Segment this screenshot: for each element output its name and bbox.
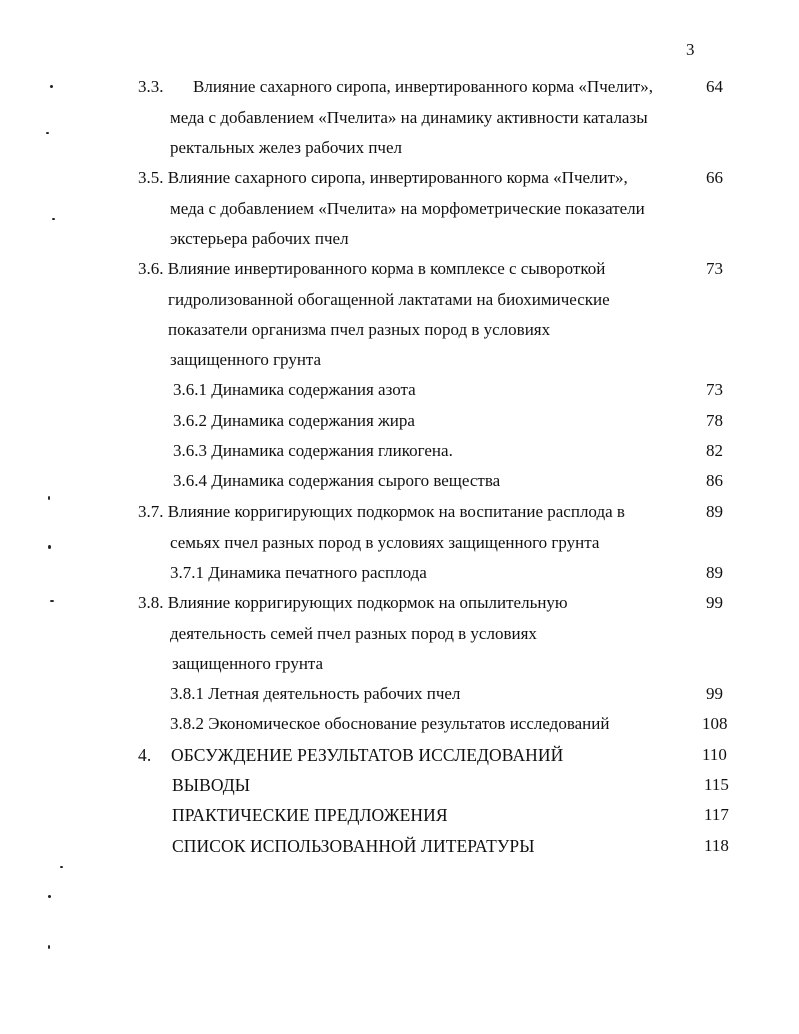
page-number: 3 (686, 40, 695, 59)
scan-speck (46, 132, 49, 134)
toc-number: 3.6. (138, 259, 164, 278)
toc-number: 3.7. (138, 502, 164, 521)
toc-page: 108 (702, 714, 728, 733)
toc-entry-3-7 (138, 497, 625, 528)
toc-line: семьях пчел разных пород в условиях защищенного грунта (170, 533, 600, 552)
toc-number: 4. (138, 745, 152, 765)
toc-page: 78 (706, 411, 723, 430)
toc-page: 73 (706, 380, 723, 399)
toc-line: ректальных желез рабочих пчел (170, 138, 403, 157)
toc-entry-references: СПИСОК ИСПОЛЬЗОВАННОЙ ЛИТЕРАТУРЫ (172, 836, 535, 856)
toc-line: Влияние корригирующих подкормок на воспитание расплода в (167, 502, 625, 521)
toc-page: 117 (704, 805, 729, 824)
scan-speck (50, 600, 54, 602)
toc-line: Влияние инвертированного корма в комплексе с сывороткой (167, 259, 606, 278)
toc-number: 3.3. (138, 77, 164, 96)
scan-speck (48, 496, 50, 500)
toc-entry-3-8 (138, 588, 568, 619)
toc-entry-3-6 (138, 254, 605, 285)
toc-entry-4: ОБСУЖДЕНИЕ РЕЗУЛЬТАТОВ ИССЛЕДОВАНИЙ (171, 745, 564, 765)
toc-line: экстерьера рабочих пчел (170, 229, 349, 248)
toc-page: 89 (706, 563, 723, 582)
toc-page: 99 (706, 593, 723, 612)
toc-entry-3-7-1: 3.7.1 Динамика печатного расплода (170, 563, 427, 582)
toc-line: гидролизованной обогащенной лактатами на биохимические (168, 290, 610, 309)
toc-page: 110 (702, 745, 727, 764)
toc-page: 82 (706, 441, 723, 460)
scan-speck (60, 866, 63, 868)
toc-line: Влияние сахарного сиропа, инвертированного корма «Пчелит», (193, 77, 654, 96)
toc-line: защищенного грунта (170, 350, 322, 369)
toc-line: Влияние корригирующих подкормок на опылительную (167, 593, 568, 612)
scan-speck (48, 895, 51, 898)
toc-entry-3-8-1: 3.8.1 Летная деятельность рабочих пчел (170, 684, 461, 703)
toc-entry-3-5 (138, 163, 628, 194)
toc-page: 118 (704, 836, 729, 855)
toc-line: меда с добавлением «Пчелита» на динамику активности каталазы (170, 108, 648, 127)
scan-speck (48, 945, 50, 949)
toc-entry-3-6-1: 3.6.1 Динамика содержания азота (173, 380, 416, 399)
scan-speck (50, 85, 53, 88)
toc-entry-recommendations: ПРАКТИЧЕСКИЕ ПРЕДЛОЖЕНИЯ (172, 805, 448, 825)
toc-line: меда с добавлением «Пчелита» на морфометрические показатели (170, 199, 645, 218)
toc-entry-3-6-4: 3.6.4 Динамика содержания сырого вещества (173, 471, 501, 490)
toc-entry-3-6-3: 3.6.3 Динамика содержания гликогена. (173, 441, 453, 460)
toc-entry-conclusions: ВЫВОДЫ (172, 775, 251, 795)
toc-page: 64 (706, 77, 723, 96)
toc-line: показатели организма пчел разных пород в условиях (168, 320, 551, 339)
toc-page: 99 (706, 684, 723, 703)
scan-speck (52, 218, 55, 220)
toc-entry-3-8-2: 3.8.2 Экономическое обоснование результатов исследований (170, 714, 610, 733)
toc-page: 115 (704, 775, 729, 794)
toc-line: деятельность семей пчел разных пород в условиях (170, 624, 537, 643)
toc-entry-3-3 (138, 72, 164, 103)
toc-line: Влияние сахарного сиропа, инвертированного корма «Пчелит», (167, 168, 628, 187)
toc-page: 66 (706, 168, 723, 187)
toc-page: 86 (706, 471, 723, 490)
toc-entry-3-6-2: 3.6.2 Динамика содержания жира (173, 411, 415, 430)
toc-line: защищенного грунта (172, 654, 324, 673)
scan-speck (48, 545, 51, 549)
toc-page: 89 (706, 502, 723, 521)
toc-number: 3.5. (138, 168, 164, 187)
toc-page: 73 (706, 259, 723, 278)
toc-number: 3.8. (138, 593, 164, 612)
